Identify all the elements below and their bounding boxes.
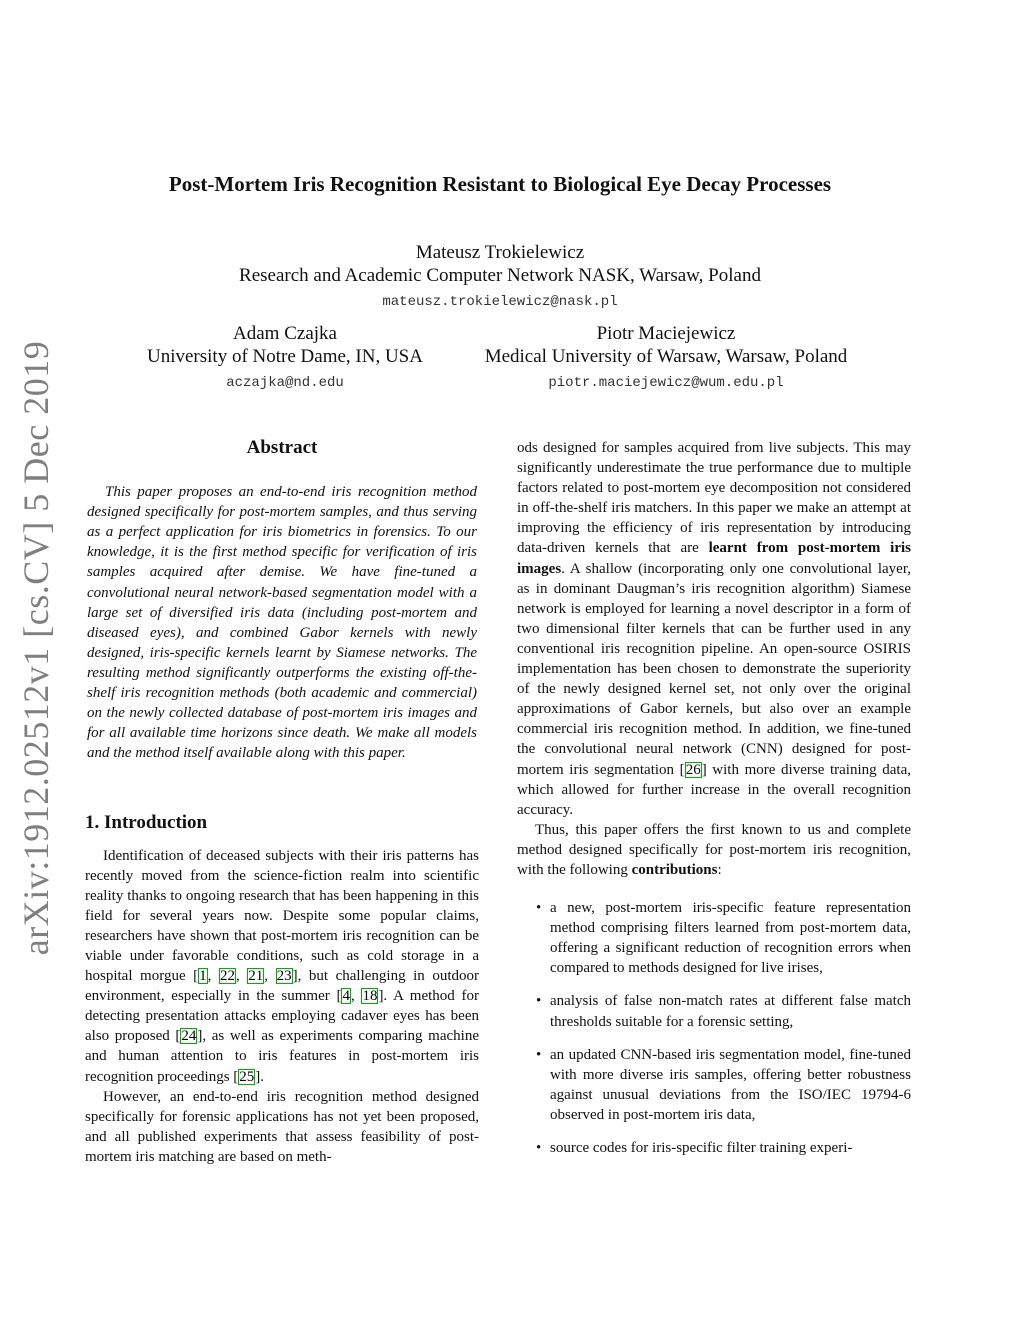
author-name: Adam Czajka <box>233 323 337 344</box>
author-email: mateusz.trokielewicz@nask.pl <box>382 294 618 310</box>
citation-link[interactable]: 21 <box>248 968 264 985</box>
author-email: aczajka@nd.edu <box>226 375 344 391</box>
citation-link[interactable]: 26 <box>685 761 701 778</box>
abstract-heading: Abstract <box>246 437 318 458</box>
author-affiliation: Research and Academic Computer Network NASK, Warsaw, Poland <box>239 265 761 286</box>
citation-link[interactable]: 22 <box>219 968 235 985</box>
list-item: • analysis of false non-match rates at different false match thresholds suitable for a forensic setting, <box>517 991 911 1031</box>
author-name: Mateusz Trokielewicz <box>415 242 585 263</box>
contributions-list <box>517 898 911 1158</box>
citation-link[interactable]: 1 <box>199 968 207 985</box>
paper-title: Post-Mortem Iris Recognition Resistant to Biological Eye Decay Processes <box>168 172 832 196</box>
arxiv-watermark <box>10 340 62 955</box>
left-column <box>85 438 479 1167</box>
citation-link[interactable]: 25 <box>239 1068 255 1085</box>
author-affiliation: University of Notre Dame, IN, USA <box>147 346 423 367</box>
list-item: • source codes for iris-specific filter training experi- <box>517 1138 911 1158</box>
list-item: • an updated CNN-based iris segmentation model, fine-tuned with more diverse iris samples, offering better robustness against unusual deviations from the ISO/IEC 19794-6 observed in post-mortem iris data, <box>517 1045 911 1125</box>
right-column <box>517 438 911 1171</box>
author-block-1 <box>150 241 850 314</box>
abstract-text: This paper proposes an end-to-end iris recognition method designed specifically for post-mortem samples, and thus serving as a perfect application for iris biometrics in forensics. To our knowledge, it is the first method specific for verification of iris samples acquired after demise. We have fine-tuned a convolutional neural network-based segmentation model with a large set of diversified iris data (including post-mortem and diseased eyes), and combined Gabor kernels with newly designed, iris-specific kernels learnt by Siamese networks. The resulting method significantly outperforms the existing off-the-shelf iris recognition methods (both academic and commercial) on the newly collected database of post-mortem iris images and for all available time horizons since death. We make all models and the method itself available along with this paper. <box>87 484 477 762</box>
citation-link[interactable]: 18 <box>362 988 378 1005</box>
author-email: piotr.maciejewicz@wum.edu.pl <box>548 375 784 391</box>
arxiv-id: arXiv:1912.02512v1 [cs.CV] 5 Dec 2019 <box>16 340 56 955</box>
citation-link[interactable]: 4 <box>342 988 350 1005</box>
author-affiliation: Medical University of Warsaw, Warsaw, Poland <box>484 346 848 367</box>
intro-paragraph-2: However, an end-to-end iris recognition method designed specifically for forensic applications has not yet been proposed, and all published experiments that assess feasibility of post-mortem iris matching are based on meth- <box>85 1088 479 1165</box>
right-paragraph-1: ods designed for samples acquired from live subjects. This may significantly underestimate the true performance due to multiple factors related to post-mortem eye decomposition not considered in off-the-shelf iris matchers. In this paper we make an attempt at improving the efficiency of iris representation by introducing data-driven kernels that are learnt from post-mortem iris images. A shallow (incorporating only one convolutional layer, as in dominant Daugman’s iris recognition algorithm) Siamese network is employed for learning a novel descriptor in a form of two dimensional filter kernels that can be further used in any conventional iris recognition pipeline. An open-source OSIRIS implementation has been chosen to demonstrate the superiority of the newly designed kernel set, not only over the original approximations of Gabor kernels, but also over an example commercial iris recognition method. In addition, we fine-tuned the convolutional neural network (CNN) designed for post-mortem iris segmentation [26] with more diverse training data, which allowed for further increase in the overall recognition accuracy. <box>517 440 911 818</box>
author-block-3 <box>466 322 866 395</box>
list-item: • a new, post-mortem iris-specific feature representation method comprising filters learned from post-mortem data, offering a significant reduction of recognition errors when compared to methods designed for live irises, <box>517 898 911 978</box>
citation-link[interactable]: 24 <box>181 1028 197 1045</box>
author-name: Piotr Maciejewicz <box>596 323 736 344</box>
section-heading-introduction: 1. Introduction <box>85 812 208 834</box>
citation-link[interactable]: 23 <box>276 968 292 985</box>
intro-paragraph-1: Identification of deceased subjects with their iris patterns has recently moved from the science-fiction realm into scientific reality thanks to ongoing research that has been happening in this field for several years now. Despite some popular claims, researchers have shown that post-mortem iris recognition can be viable under favorable conditions, such as cold storage in a hospital morgue [1, 22, 21, 23], but challenging in outdoor environment, especially in the summer [4, 18]. A method for detecting presentation attacks employing cadaver eyes has been also proposed [24], as well as experiments comparing machine and human attention to iris features in post-mortem iris recognition proceedings [25]. <box>85 847 480 1085</box>
right-paragraph-2: Thus, this paper offers the first known to us and complete method designed specifically for post-mortem iris recognition, with the following contributions: <box>517 821 911 878</box>
author-block-2 <box>110 322 460 395</box>
